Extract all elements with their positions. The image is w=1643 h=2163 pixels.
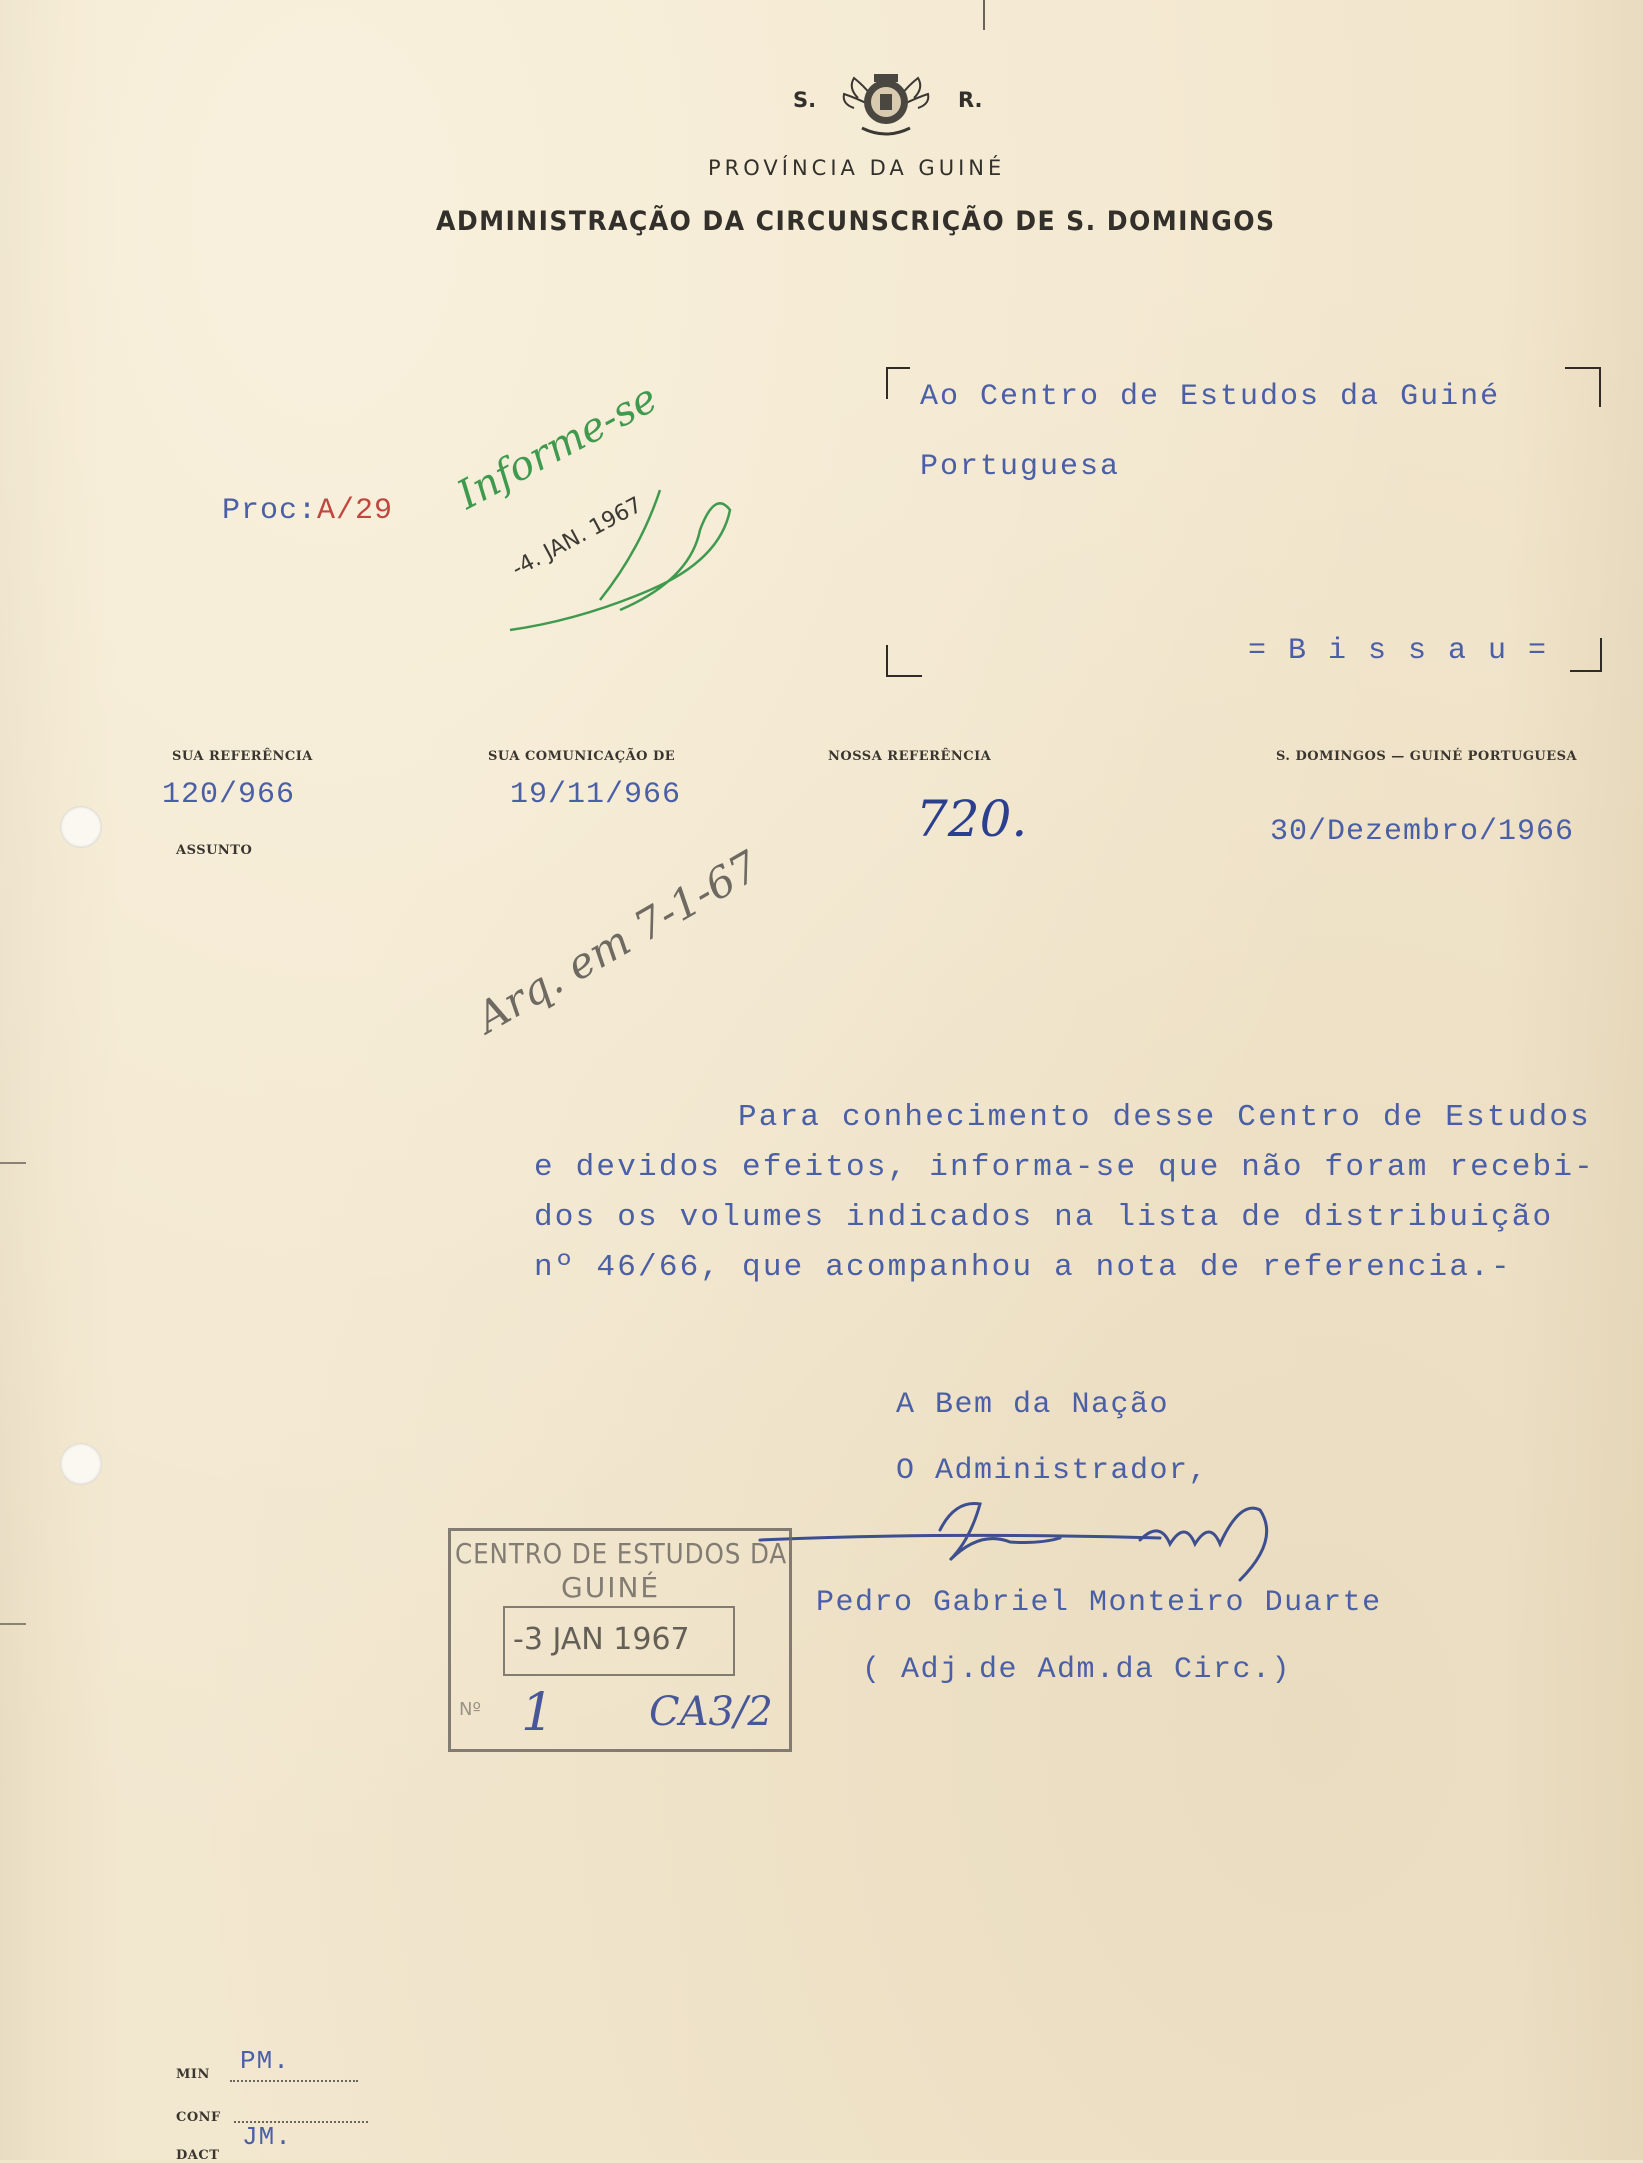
- addressee-city: = B i s s a u =: [1248, 634, 1549, 668]
- stamp-entry-number: 1: [521, 1683, 555, 1743]
- body-line-4: nº 46/66, que acompanhou a nota de referencia.-: [534, 1250, 1512, 1285]
- sua-referencia-label: SUA REFERÊNCIA: [172, 749, 313, 764]
- fold-mark-top: [983, 0, 985, 30]
- address-corner-top-right: [1565, 367, 1601, 407]
- administrator-signature: [740, 1480, 1360, 1600]
- proc-annotation: [222, 494, 393, 528]
- closing-salutation: A Bem da Nação: [896, 1388, 1170, 1422]
- green-initials-mark: [500, 470, 760, 640]
- stamp-date: -3 JAN 1967: [513, 1622, 690, 1657]
- nossa-referencia-label: NOSSA REFERÊNCIA: [828, 749, 992, 764]
- addressee-line-1: Ao Centro de Estudos da Guiné: [920, 380, 1501, 414]
- address-corner-top-left: [886, 367, 910, 399]
- sua-comunicacao-label: SUA COMUNICAÇÃO DE: [488, 749, 676, 764]
- green-handwritten-note: Informe-se: [450, 375, 665, 519]
- coat-of-arms-icon: [840, 68, 932, 140]
- province-heading: PROVÍNCIA DA GUINÉ: [708, 156, 1006, 180]
- footer-dact-value: JM.: [242, 2122, 292, 2152]
- received-stamp: [448, 1528, 792, 1752]
- administration-heading: ADMINISTRAÇÃO DA CIRCUNSCRIÇÃO DE S. DOMINGOS: [436, 206, 1276, 237]
- punch-hole-top: [60, 806, 102, 848]
- stamp-line-2: GUINÉ: [561, 1571, 661, 1604]
- punch-hole-bottom: [60, 1443, 102, 1485]
- body-line-2: e devidos efeitos, informa-se que não foram recebi-: [534, 1150, 1595, 1185]
- closing-title: O Administrador,: [896, 1454, 1209, 1488]
- body-line-1: Para conhecimento desse Centro de Estudos: [738, 1100, 1591, 1135]
- stamp-line-1: CENTRO DE ESTUDOS DA: [455, 1537, 788, 1570]
- addressee-line-2: Portuguesa: [920, 450, 1121, 484]
- footer-dact-label: DACT: [176, 2148, 220, 2163]
- stamp-date-box: [503, 1606, 735, 1676]
- green-date-stamp: -4. JAN. 1967: [508, 492, 647, 583]
- proc-label: Proc:: [222, 494, 318, 528]
- sua-referencia-value: 120/966: [162, 778, 296, 812]
- assunto-label: ASSUNTO: [176, 843, 253, 858]
- body-line-3: dos os volumes indicados na lista de distribuição: [534, 1200, 1554, 1235]
- fold-mark-left-2: [0, 1623, 26, 1625]
- footer-min-label: MIN: [176, 2067, 210, 2082]
- footer-min-value: PM.: [240, 2046, 290, 2076]
- signatory-role: ( Adj.de Adm.da Circ.): [862, 1653, 1292, 1687]
- proc-value: A/29: [317, 494, 394, 528]
- place-label: S. DOMINGOS — GUINÉ PORTUGUESA: [1276, 749, 1578, 764]
- letter-date: 30/Dezembro/1966: [1270, 815, 1575, 849]
- stamp-number-prefix: Nº: [459, 1699, 481, 1720]
- letterhead-left-initial: S.: [793, 88, 817, 112]
- fold-mark-left-1: [0, 1162, 26, 1164]
- stamp-file-reference: CA3/2: [649, 1689, 773, 1735]
- footer-conf-label: CONF: [176, 2110, 221, 2125]
- address-corner-bottom-right: [1570, 638, 1602, 672]
- sua-comunicacao-value: 19/11/966: [510, 778, 682, 812]
- footer-min-line: [230, 2080, 358, 2082]
- letterhead-right-initial: R.: [958, 88, 983, 112]
- address-corner-bottom-left: [886, 645, 922, 677]
- signatory-name: Pedro Gabriel Monteiro Duarte: [816, 1586, 1382, 1620]
- pencil-archive-note: Arq. em 7-1-67: [468, 841, 768, 1043]
- nossa-referencia-value: 720.: [916, 790, 1028, 848]
